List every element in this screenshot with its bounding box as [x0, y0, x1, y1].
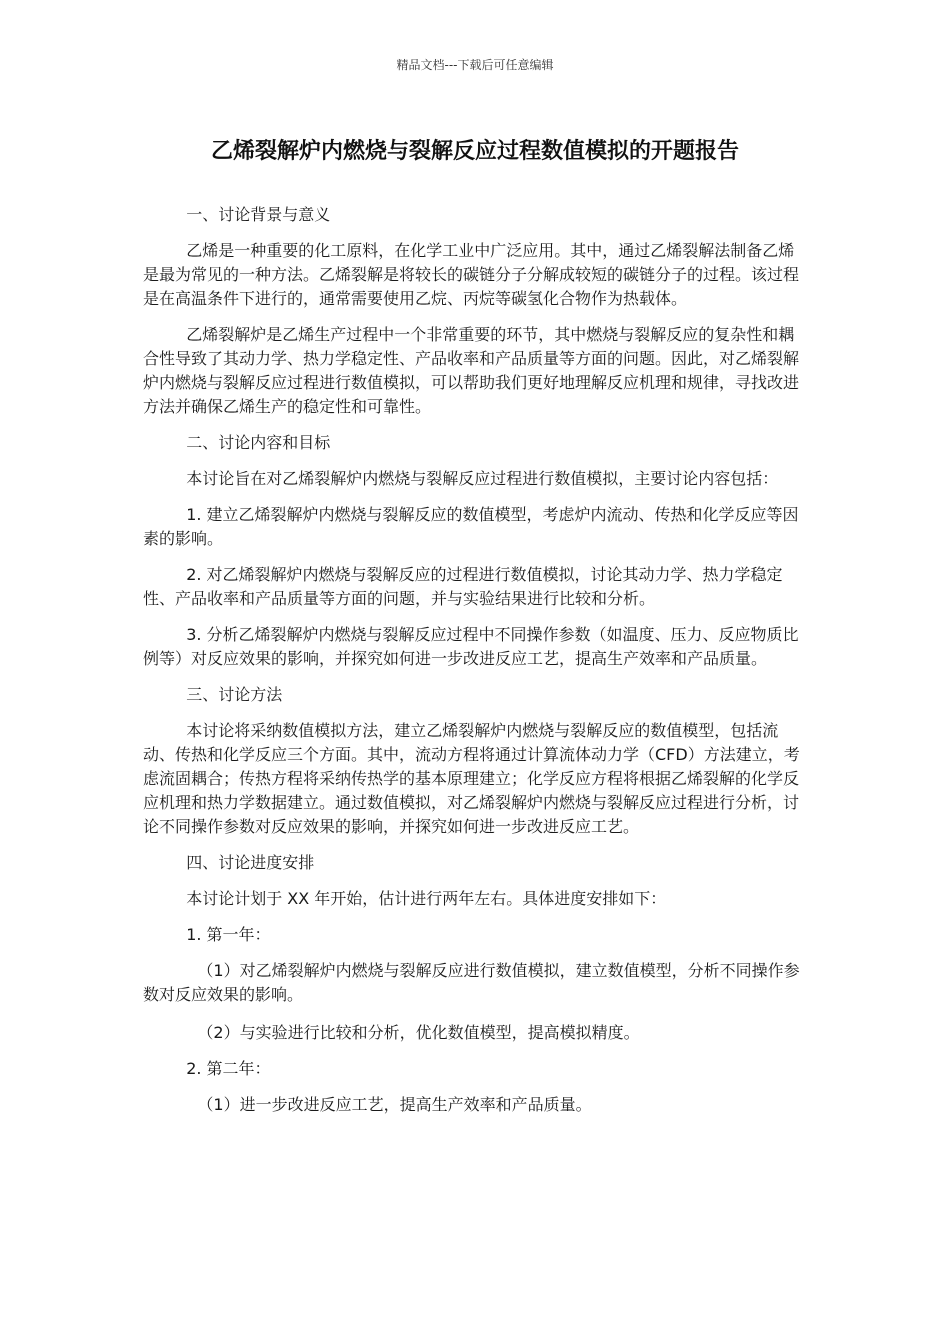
section-heading-background: 一、讨论背景与意义: [186, 205, 331, 224]
paragraph-method: 本讨论将采纳数值模拟方法，建立乙烯裂解炉内燃烧与裂解反应的数值模型，包括流动、传热和化学反应三个方面。其中，流动方程将通过计算流体动力学（CFD）方法建立，考虑流固耦合；传热方程将采纳传热学的基本原理建立；化学反应方程将根据乙烯裂解的化学反应机理和热力学数据建立。通过数值模拟，对乙烯裂解炉内燃烧与裂解反应过程进行分析，讨论不同操作参数对反应效果的影响，并探究如何进一步改进反应工艺。: [143, 721, 800, 836]
paragraph-content-intro: 本讨论旨在对乙烯裂解炉内燃烧与裂解反应过程进行数值模拟，主要讨论内容包括：: [186, 469, 779, 488]
paragraph-background-1: 乙烯是一种重要的化工原料，在化学工业中广泛应用。其中，通过乙烯裂解法制备乙烯是最为常见的一种方法。乙烯裂解是将较长的碳链分子分解成较短的碳链分子的过程。该过程是在高温条件下进行的，通常需要使用乙烷、丙烷等碳氢化合物作为热载体。: [143, 241, 800, 308]
schedule-year-2: 2. 第二年：: [186, 1059, 271, 1078]
list-item-content-1: 1. 建立乙烯裂解炉内燃烧与裂解反应的数值模型，考虑炉内流动、传热和化学反应等因素的影响。: [143, 505, 799, 548]
schedule-year-2-item-1: （1）进一步改进反应工艺，提高生产效率和产品质量。: [197, 1095, 592, 1114]
list-item-content-3: 3. 分析乙烯裂解炉内燃烧与裂解反应过程中不同操作参数（如温度、压力、反应物质比例等）对反应效果的影响，并探究如何进一步改进反应工艺，提高生产效率和产品质量。: [143, 625, 799, 668]
paragraph-background-2: 乙烯裂解炉是乙烯生产过程中一个非常重要的环节，其中燃烧与裂解反应的复杂性和耦合性导致了其动力学、热力学稳定性、产品收率和产品质量等方面的问题。因此，对乙烯裂解炉内燃烧与裂解反应过程进行数值模拟，可以帮助我们更好地理解反应机理和规律，寻找改进方法并确保乙烯生产的稳定性和可靠性。: [143, 325, 800, 416]
schedule-year-1-item-1: （1）对乙烯裂解炉内燃烧与裂解反应进行数值模拟，建立数值模型，分析不同操作参数对反应效果的影响。: [143, 961, 800, 1004]
schedule-year-1-item-2: （2）与实验进行比较和分析，优化数值模型，提高模拟精度。: [197, 1023, 640, 1042]
schedule-year-1: 1. 第一年：: [186, 925, 271, 944]
paragraph-schedule-intro: 本讨论计划于 XX 年开始，估计进行两年左右。具体进度安排如下：: [186, 889, 667, 908]
document-body: [143, 203, 805, 1129]
section-heading-content: 二、讨论内容和目标: [186, 433, 331, 452]
list-item-content-2: 2. 对乙烯裂解炉内燃烧与裂解反应的过程进行数值模拟，讨论其动力学、热力学稳定性、产品收率和产品质量等方面的问题，并与实验结果进行比较和分析。: [143, 565, 783, 608]
document-title: 乙烯裂解炉内燃烧与裂解反应过程数值模拟的开题报告: [210, 139, 739, 164]
section-heading-method: 三、讨论方法: [186, 685, 283, 704]
header-note: 精品文档---下载后可任意编辑: [396, 58, 554, 72]
section-heading-schedule: 四、讨论进度安排: [186, 853, 315, 872]
